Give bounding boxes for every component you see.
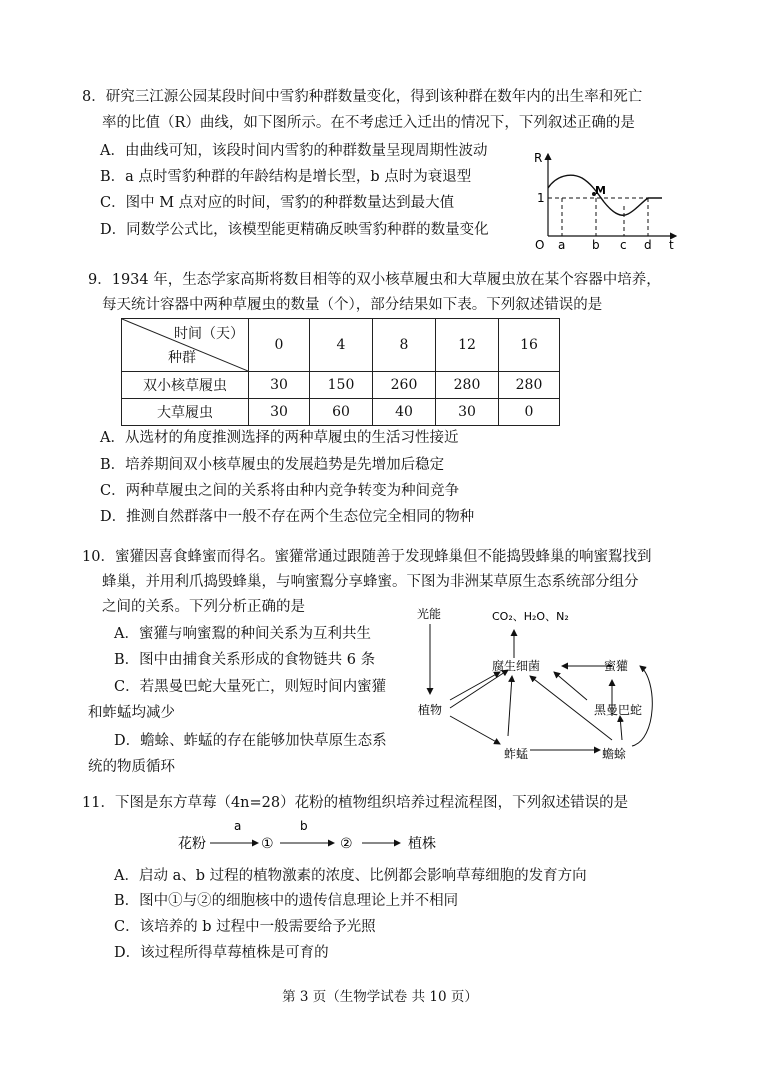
q11-option-b: B．图中①与②的细胞核中的遗传信息理论上并不相同	[114, 893, 459, 909]
point-m-label: M	[595, 184, 606, 197]
q8-option-d: D．同数学公式比，该模型能更精确反映雪豹种群的数量变化	[100, 222, 489, 238]
q8-option-a: A．由曲线可知，该段时间内雪豹的种群数量呈现周期性波动	[100, 143, 488, 159]
table-row	[122, 372, 560, 399]
y-tick-1: 1	[537, 191, 545, 205]
q8-option-c: C．图中 M 点对应的时间，雪豹的种群数量达到最大值	[100, 195, 455, 211]
q8-stem-line1: 8．研究三江源公园某段时间中雪豹种群数量变化，得到该种群在数年内的出生率和死亡	[82, 89, 643, 105]
q8-r-curve-graph	[532, 148, 682, 252]
table-header-day: 12	[436, 319, 499, 372]
q10-option-d-line2: 统的物质循环	[88, 759, 175, 775]
table-row-label: 双小核草履虫	[122, 372, 249, 399]
table-cell: 60	[310, 399, 373, 426]
table-cell: 30	[249, 372, 310, 399]
q10-option-c-line1: C．若黑曼巴蛇大量死亡，则短时间内蜜獾	[114, 679, 387, 695]
q11-option-d: D．该过程所得草莓植株是可育的	[114, 945, 329, 961]
flow-step1: ①	[261, 836, 274, 852]
q10-option-a: A．蜜獾与响蜜鴷的种间关系为互利共生	[114, 626, 371, 642]
q9-option-d: D．推测自然群落中一般不存在两个生态位完全相同的物种	[100, 509, 475, 525]
x-tick-t: t	[669, 238, 674, 252]
q8-option-b: B．a 点时雪豹种群的年龄结构是增长型，b 点时为衰退型	[100, 169, 472, 185]
table-diagonal-header	[122, 319, 249, 372]
table-cell: 280	[499, 372, 560, 399]
node-mamba: 黑曼巴蛇	[594, 703, 643, 717]
flow-step2: ②	[340, 836, 353, 852]
flow-pollen: 花粉	[178, 836, 206, 852]
x-tick-a: a	[558, 238, 566, 252]
q10-option-d-line1: D．蟾蜍、蚱蜢的存在能够加快草原生态系	[114, 733, 387, 749]
node-grasshopper: 蚱蜢	[504, 747, 529, 761]
node-plant: 植物	[418, 703, 443, 717]
node-inorganic: CO₂、H₂O、N₂	[492, 610, 569, 623]
q9-option-b: B．培养期间双小核草履虫的发展趋势是先增加后稳定	[100, 457, 445, 473]
table-row-label: 大草履虫	[122, 399, 249, 426]
header-species: 种群	[168, 350, 196, 366]
q9-data-table	[121, 318, 560, 426]
table-header-day: 0	[249, 319, 310, 372]
table-row	[122, 399, 560, 426]
node-honey-badger: 蜜獾	[604, 659, 629, 673]
table-cell: 260	[373, 372, 436, 399]
table-cell: 280	[436, 372, 499, 399]
flow-label-b: b	[300, 819, 308, 833]
flow-plant: 植株	[408, 836, 436, 852]
table-cell: 0	[499, 399, 560, 426]
x-tick-c: c	[620, 238, 627, 252]
node-decomposer: 腐生细菌	[492, 659, 541, 673]
table-cell: 30	[249, 399, 310, 426]
q10-stem-line2: 蜂巢，并用利爪捣毁蜂巢，与响蜜鴷分享蜂蜜。下图为非洲某草原生态系统部分组分	[102, 574, 639, 590]
q11-flow-chart	[172, 814, 492, 854]
q10-ecosystem-diagram	[412, 600, 682, 768]
q10-option-c-line2: 和蚱蜢均减少	[88, 705, 175, 721]
table-header-day: 16	[499, 319, 560, 372]
q8-stem-line2: 率的比值（R）曲线，如下图所示。在不考虑迁入迁出的情况下，下列叙述正确的是	[102, 115, 635, 131]
node-light: 光能	[417, 607, 442, 621]
q9-stem-line1: 9．1934 年，生态学家高斯将数目相等的双小核草履虫和大草履虫放在某个容器中培养，	[88, 272, 661, 288]
q9-stem-line2: 每天统计容器中两种草履虫的数量（个），部分结果如下表。下列叙述错误的是	[102, 297, 603, 313]
header-time: 时间（天）	[174, 326, 244, 342]
x-tick-b: b	[592, 238, 600, 252]
node-toad: 蟾蜍	[602, 747, 627, 761]
q9-option-a: A．从选材的角度推测选择的两种草履虫的生活习性接近	[100, 430, 459, 446]
flow-label-a: a	[234, 819, 242, 833]
q10-stem-line3: 之间的关系。下列分析正确的是	[102, 599, 305, 615]
y-axis-label: R	[534, 151, 543, 165]
table-header-day: 8	[373, 319, 436, 372]
q10-stem-line1: 10．蜜獾因喜食蜂蜜而得名。蜜獾常通过跟随善于发现蜂巢但不能捣毁蜂巢的响蜜鴷找到	[82, 549, 652, 565]
table-cell: 150	[310, 372, 373, 399]
q11-option-c: C．该培养的 b 过程中一般需要给予光照	[114, 919, 376, 935]
q11-option-a: A．启动 a、b 过程的植物激素的浓度、比例都会影响草莓细胞的发育方向	[114, 868, 587, 884]
page-footer: 第 3 页（生物学试卷 共 10 页）	[282, 989, 478, 1005]
origin-label: O	[535, 238, 545, 252]
q9-option-c: C．两种草履虫之间的关系将由种内竞争转变为种间竞争	[100, 483, 460, 499]
table-cell: 40	[373, 399, 436, 426]
table-cell: 30	[436, 399, 499, 426]
table-header-day: 4	[310, 319, 373, 372]
x-tick-d: d	[644, 238, 652, 252]
q11-stem-line1: 11．下图是东方草莓（4n=28）花粉的植物组织培养过程流程图，下列叙述错误的是	[82, 795, 629, 811]
q10-option-b: B．图中由捕食关系形成的食物链共 6 条	[114, 652, 376, 668]
